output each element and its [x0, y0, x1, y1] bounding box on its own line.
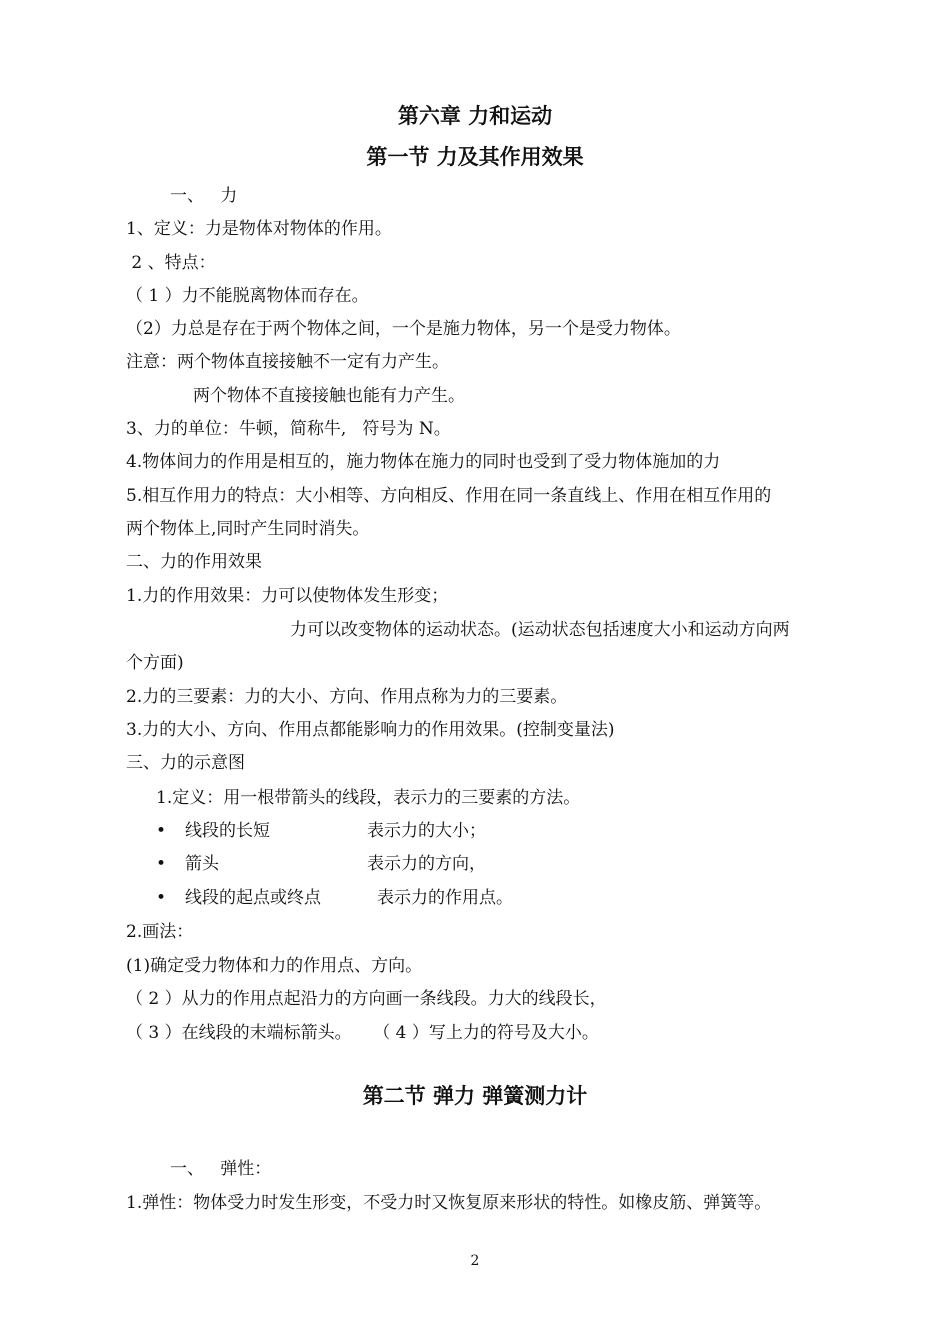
bullet-term: 线段的起点或终点 [185, 888, 321, 908]
line-method-1: (1)确定受力物体和力的作用点、方向。 [126, 956, 423, 976]
line-effect-deform: 1.力的作用效果：力可以使物体发生形变； [126, 586, 449, 606]
section1-title: 第一节 力及其作用效果 [366, 145, 584, 169]
line-effect-motion: 力可以改变物体的运动状态。(运动状态包括速度大小和运动方向两 [290, 620, 790, 640]
section1-heading-force: 一、 力 [170, 186, 238, 206]
heading-effects: 二、力的作用效果 [126, 552, 262, 572]
bullet-icon: • [156, 821, 167, 841]
line-elasticity-definition: 1.弹性：物体受力时发生形变，不受力时又恢复原来形状的特性。如橡皮筋、弹簧等。 [126, 1193, 772, 1213]
line-note-2: 两个物体不直接接触也能有力产生。 [193, 386, 465, 406]
line-features: 2 、特点： [126, 253, 216, 273]
line-feature-2: （2）力总是存在于两个物体之间，一个是施力物体，另一个是受力物体。 [126, 319, 681, 339]
line-method: 2.画法： [126, 922, 194, 942]
line-method-2: （ 2 ）从力的作用点起沿力的方向画一条线段。力大的线段长， [126, 989, 607, 1009]
chapter-title: 第六章 力和运动 [397, 104, 553, 128]
line-three-elements: 2.力的三要素：力的大小、方向、作用点称为力的三要素。 [126, 687, 568, 707]
bullet-desc: 表示力的方向， [367, 854, 486, 874]
bullet-term: 箭头 [185, 854, 219, 874]
line-feature-1: （ 1 ）力不能脱离物体而存在。 [126, 286, 369, 306]
heading-diagram: 三、力的示意图 [126, 753, 245, 773]
line-unit: 3、力的单位：牛顿，简称牛, 符号为 N。 [126, 419, 451, 439]
bullet-desc: 表示力的作用点。 [377, 888, 513, 908]
section2-title: 第二节 弹力 弹簧测力计 [362, 1084, 588, 1108]
line-effect-motion-cont: 个方面) [126, 653, 184, 673]
bullet-desc: 表示力的大小； [367, 821, 486, 841]
line-diagram-definition: 1.定义：用一根带箭头的线段，表示力的三要素的方法。 [156, 788, 581, 808]
bullet-term: 线段的长短 [185, 821, 270, 841]
bullet-icon: • [156, 888, 167, 908]
section2-heading-elasticity: 一、 弹性： [170, 1159, 272, 1179]
line-note-1: 注意：两个物体直接接触不一定有力产生。 [126, 352, 449, 372]
page-number: 2 [470, 1253, 480, 1269]
line-mutual: 4.物体间力的作用是相互的，施力物体在施力的同时也受到了受力物体施加的力 [126, 452, 721, 472]
bullet-icon: • [156, 854, 167, 874]
line-method-3-4: （ 3 ）在线段的末端标箭头。 （ 4 ）写上力的符号及大小。 [126, 1023, 599, 1043]
line-definition: 1、定义：力是物体对物体的作用。 [126, 219, 392, 239]
line-interaction: 5.相互作用力的特点：大小相等、方向相反、作用在同一条直线上、作用在相互作用的 [126, 486, 772, 506]
line-elements-affect: 3.力的大小、方向、作用点都能影响力的作用效果。(控制变量法) [126, 720, 615, 740]
line-interaction-cont: 两个物体上,同时产生同时消失。 [126, 519, 370, 539]
